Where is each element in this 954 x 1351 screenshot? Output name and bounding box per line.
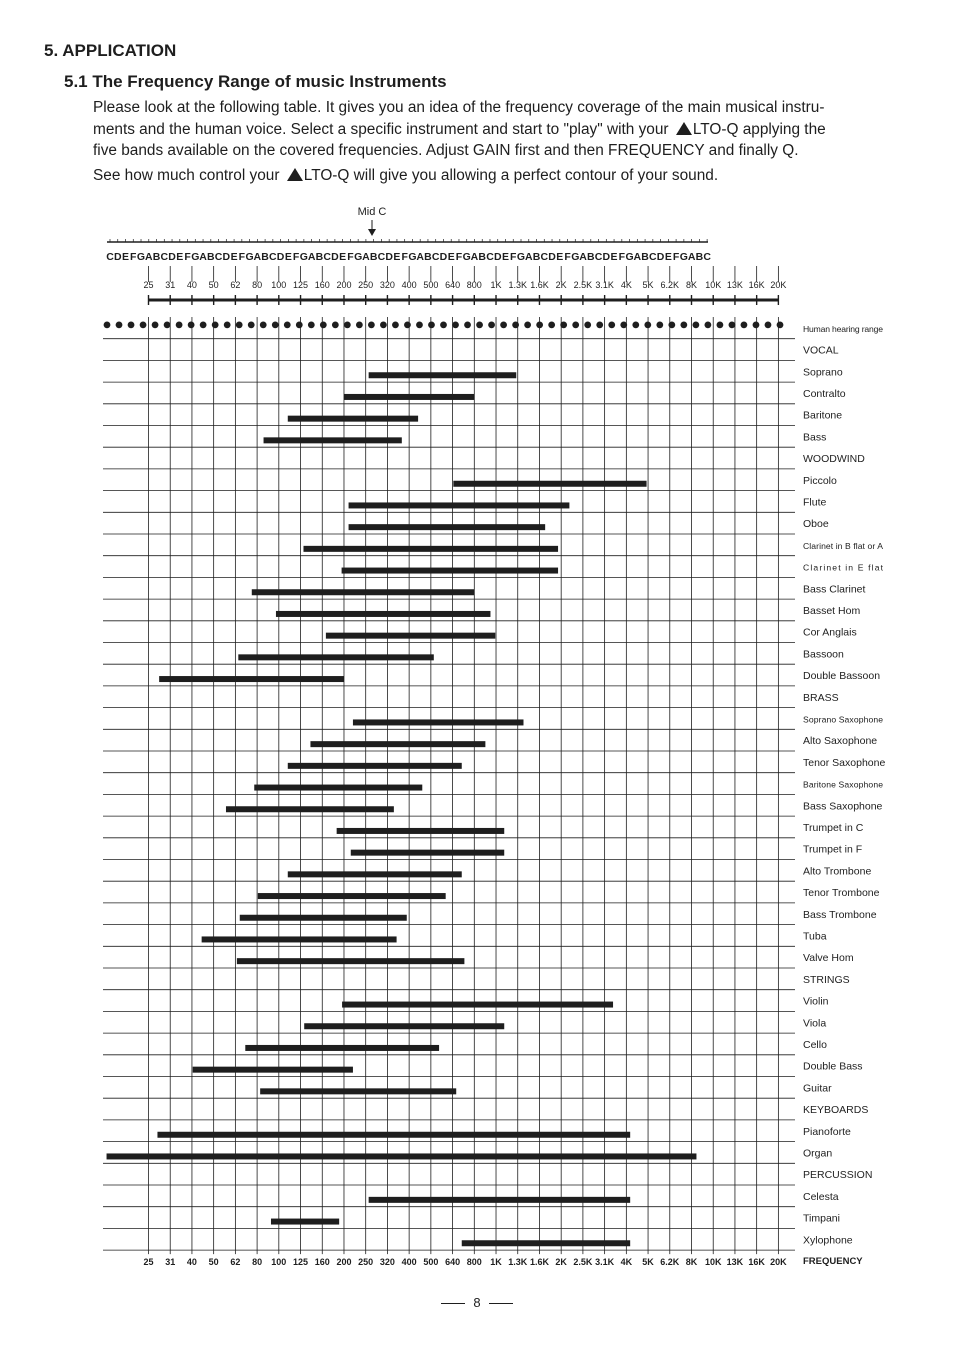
note-label: G — [625, 251, 634, 263]
hearing-range-dot — [140, 321, 147, 328]
hearing-range-dot — [236, 321, 243, 328]
note-label: B — [152, 251, 161, 263]
bottom-axis-tick-label: 2.5K — [573, 1257, 593, 1268]
intro-line-2: ments and the human voice. Select a specific instrument and start to "play" with your LTO-Q applying the — [93, 120, 826, 138]
range-bar — [271, 1219, 339, 1225]
top-axis-tick-label: 5K — [642, 280, 654, 290]
row-label: PERCUSSION — [803, 1169, 873, 1182]
row-label: Cor Anglais — [803, 626, 857, 639]
bottom-axis-tick-label: 50 — [208, 1257, 219, 1268]
bottom-axis-tick-label: 250 — [358, 1257, 374, 1268]
range-bar — [288, 871, 462, 877]
note-label: F — [130, 251, 137, 263]
note-label: B — [478, 251, 487, 263]
note-label: A — [416, 251, 424, 263]
hearing-range-dot — [584, 321, 591, 328]
hearing-range-dot — [188, 321, 195, 328]
top-axis-tick-label: 100 — [271, 280, 287, 290]
note-label: C — [160, 251, 169, 263]
row-label: Clarinet in B flat or A — [803, 540, 883, 551]
top-axis-tick-label: 640 — [445, 280, 461, 290]
range-bar — [238, 654, 433, 660]
triangle-logo-icon — [676, 122, 692, 135]
row-label: Celesta — [803, 1190, 839, 1203]
hearing-range-dot — [116, 321, 123, 328]
hearing-range-dot — [777, 321, 784, 328]
note-label: E — [610, 251, 618, 263]
note-label: G — [571, 251, 580, 263]
note-label: E — [339, 251, 347, 263]
hearing-range-dot — [632, 321, 639, 328]
bottom-axis-tick-label: 16K — [748, 1257, 765, 1268]
note-label: G — [516, 251, 526, 263]
bottom-axis-tick-label: 10K — [704, 1257, 722, 1268]
hearing-range-dot — [164, 321, 171, 328]
row-label: VOCAL — [803, 344, 839, 357]
bottom-axis-tick-label: 320 — [379, 1257, 395, 1268]
bottom-axis-tick-label: 13K — [726, 1257, 744, 1268]
bottom-axis-tick-label: 400 — [401, 1257, 417, 1268]
hearing-range-dot — [320, 321, 327, 328]
page-number-dash — [489, 1303, 513, 1304]
note-label: G — [245, 251, 254, 263]
frequency-axis-label: FREQUENCY — [803, 1256, 863, 1268]
note-label: D — [439, 251, 448, 263]
row-label: Xylophone — [803, 1234, 853, 1247]
range-bar — [453, 481, 646, 487]
row-label: Double Bassoon — [803, 670, 881, 683]
bottom-axis-tick-label: 31 — [165, 1257, 176, 1268]
range-bar — [342, 568, 558, 574]
range-bar — [276, 611, 490, 617]
bottom-axis-tick-label: 100 — [271, 1257, 287, 1268]
row-label: Pianoforte — [803, 1125, 851, 1138]
hearing-range-dot — [572, 321, 579, 328]
hearing-range-dot — [548, 321, 555, 328]
top-axis-tick-label: 10K — [705, 280, 722, 290]
top-axis-tick-label: 400 — [401, 280, 417, 290]
hearing-range-dot — [272, 321, 279, 328]
range-bar — [369, 372, 517, 378]
hearing-range-dot — [332, 321, 339, 328]
row-label: Basset Hom — [803, 604, 861, 617]
bottom-axis-tick-label: 6.2K — [660, 1257, 680, 1268]
hearing-range-dot — [212, 321, 219, 328]
note-label: F — [184, 251, 191, 263]
hearing-range-dot — [560, 321, 567, 328]
bottom-axis-tick-label: 5K — [642, 1257, 654, 1268]
row-label: Bass — [803, 431, 827, 444]
note-label: A — [307, 251, 316, 263]
note-label: G — [136, 251, 146, 263]
intro-line-3: five bands available on the covered frequencies. Adjust GAIN first and then FREQUENCY and finally Q. — [93, 142, 799, 160]
note-label: D — [168, 251, 176, 263]
note-label: E — [230, 251, 238, 263]
hearing-range-dot — [464, 321, 471, 328]
range-bar — [226, 806, 394, 812]
note-label: A — [579, 251, 587, 263]
bottom-axis-tick-label: 40 — [186, 1257, 197, 1268]
note-label: C — [540, 251, 549, 263]
note-label: C — [594, 251, 603, 263]
note-label: F — [347, 251, 354, 263]
subsection-title: 5.1 The Frequency Range of music Instruments — [64, 72, 447, 91]
note-label: F — [618, 251, 626, 263]
row-label: Clarinet in E flat — [803, 562, 883, 573]
top-axis-tick-label: 1.3K — [508, 280, 527, 290]
row-label: Timpani — [803, 1212, 840, 1225]
page-number-dash — [441, 1303, 465, 1304]
hearing-range-dot — [741, 321, 748, 328]
hearing-range-dot — [404, 321, 411, 328]
hearing-range-dot — [536, 321, 543, 328]
intro-paragraph — [93, 97, 893, 186]
range-bar — [310, 741, 485, 747]
range-bar — [342, 1002, 613, 1008]
hearing-range-dot — [176, 321, 183, 328]
note-label: C — [214, 251, 223, 263]
row-label: Trumpet in C — [803, 821, 864, 834]
row-label: STRINGS — [803, 973, 850, 986]
row-label: BRASS — [803, 691, 839, 704]
note-label: G — [679, 251, 688, 263]
note-label: B — [641, 251, 649, 263]
note-label: A — [470, 251, 479, 263]
hearing-range-dot — [260, 321, 267, 328]
top-axis-tick-label: 500 — [423, 280, 439, 290]
hearing-range-dot — [224, 321, 231, 328]
row-label: Tenor Saxophone — [803, 756, 886, 769]
top-axis-tick-label: 3.1K — [595, 280, 614, 290]
hearing-range-dot — [644, 321, 651, 328]
mid-c-label: Mid C — [357, 206, 387, 218]
hearing-range-dot — [308, 321, 315, 328]
top-axis-tick-label: 62 — [230, 280, 241, 290]
note-label: E — [176, 251, 184, 263]
note-label: A — [633, 251, 642, 263]
note-label: D — [656, 251, 665, 263]
note-label: G — [299, 251, 308, 263]
row-label: Guitar — [803, 1082, 832, 1095]
top-axis-tick-label: 80 — [252, 280, 263, 290]
hearing-range-dot — [368, 321, 375, 328]
row-label: Piccolo — [803, 474, 837, 487]
range-bar — [326, 633, 495, 639]
top-axis-tick-label: 320 — [379, 280, 395, 290]
page-number: 8 — [0, 1295, 954, 1310]
hearing-range-dot — [704, 321, 711, 328]
range-bar — [303, 546, 558, 552]
intro-line-1: Please look at the following table. It gives you an idea of the frequency coverage of the main musical instru- — [93, 99, 825, 116]
note-label: C — [649, 251, 657, 263]
section-title: 5. APPLICATION — [44, 41, 177, 60]
note-label: A — [362, 251, 370, 263]
row-label: Bass Saxophone — [803, 800, 883, 813]
note-label: B — [207, 251, 215, 263]
note-label: C — [269, 251, 277, 263]
bottom-axis-tick-label: 62 — [230, 1257, 241, 1268]
range-bar — [462, 1240, 630, 1246]
top-axis-tick-label: 1.6K — [530, 280, 549, 290]
hearing-range-dot — [344, 321, 351, 328]
range-bar — [157, 1132, 630, 1138]
hearing-range-dot — [692, 321, 699, 328]
note-label: E — [447, 251, 455, 263]
note-label: D — [385, 251, 393, 263]
note-label: A — [144, 251, 153, 263]
row-label: Tuba — [803, 930, 827, 943]
note-label: C — [486, 251, 494, 263]
hearing-range-dot — [608, 321, 615, 328]
row-label: Tenor Trombone — [803, 887, 880, 900]
range-bar — [369, 1197, 631, 1203]
note-label: C — [323, 251, 331, 263]
bottom-axis-tick-label: 8K — [685, 1257, 698, 1268]
note-label: G — [191, 251, 200, 263]
row-label: Organ — [803, 1147, 833, 1160]
hearing-range-dot — [284, 321, 291, 328]
bottom-axis-tick-label: 125 — [293, 1257, 309, 1268]
range-bar — [304, 1023, 504, 1029]
mid-c-arrow-icon — [368, 229, 376, 236]
row-label: Cello — [803, 1038, 827, 1051]
range-bar — [349, 524, 546, 530]
range-bar — [193, 1067, 353, 1073]
range-bar — [245, 1045, 439, 1051]
range-bar — [159, 676, 344, 682]
range-bar — [252, 589, 475, 595]
note-label: F — [238, 251, 246, 263]
row-label: Soprano — [803, 366, 843, 379]
note-label: B — [532, 251, 541, 263]
hearing-range-dot — [500, 321, 507, 328]
hearing-range-dot — [656, 321, 663, 328]
hearing-range-dot — [248, 321, 255, 328]
triangle-logo-icon — [287, 168, 303, 181]
top-axis-tick-label: 800 — [466, 280, 482, 290]
note-label: G — [462, 251, 471, 263]
note-label: A — [253, 251, 262, 263]
note-label: E — [122, 251, 130, 263]
note-label: G — [354, 251, 363, 263]
top-axis-tick-label: 4K — [620, 280, 632, 290]
row-label: Contralto — [803, 387, 846, 400]
top-axis-tick-label: 160 — [314, 280, 330, 290]
row-label: Valve Hom — [803, 952, 854, 965]
note-label: F — [510, 251, 517, 263]
note-label: B — [369, 251, 378, 263]
bottom-axis-tick-label: 800 — [466, 1257, 482, 1268]
bottom-axis-tick-label: 500 — [423, 1257, 439, 1268]
frequency-range-chart — [0, 195, 954, 1295]
note-label: E — [393, 251, 401, 263]
hearing-range-dot — [356, 321, 363, 328]
hearing-range-dot — [128, 321, 135, 328]
note-label: G — [408, 251, 417, 263]
note-label: A — [687, 251, 696, 263]
range-bar — [351, 850, 504, 856]
hearing-range-dot — [717, 321, 724, 328]
note-label: E — [556, 251, 564, 263]
range-bar — [254, 785, 422, 791]
range-bar — [288, 416, 418, 422]
note-label: C — [106, 251, 114, 263]
row-label: Bass Clarinet — [803, 583, 866, 596]
top-axis-tick-label: 25 — [143, 280, 154, 290]
row-label: Baritone — [803, 409, 843, 422]
hearing-range-dot — [620, 321, 627, 328]
bottom-axis-tick-label: 160 — [314, 1257, 330, 1268]
note-label: B — [695, 251, 704, 263]
note-label: F — [455, 251, 463, 263]
note-label: B — [261, 251, 269, 263]
note-label: B — [424, 251, 432, 263]
hearing-range-dot — [488, 321, 495, 328]
row-label: Viola — [803, 1017, 827, 1030]
bottom-axis-tick-label: 1.3K — [508, 1257, 528, 1268]
note-label: D — [276, 251, 285, 263]
bottom-axis-tick-label: 640 — [445, 1257, 461, 1268]
range-bar — [107, 1153, 697, 1159]
note-label: D — [331, 251, 339, 263]
hearing-range-dot — [668, 321, 675, 328]
bottom-axis-tick-label: 25 — [143, 1257, 154, 1268]
note-label: E — [664, 251, 672, 263]
note-label: F — [401, 251, 408, 263]
bottom-axis-tick-label: 1.6K — [529, 1257, 549, 1268]
top-axis-tick-label: 200 — [336, 280, 352, 290]
top-axis-tick-label: 125 — [293, 280, 309, 290]
row-label: Alto Saxophone — [803, 735, 878, 748]
range-bar — [344, 394, 474, 400]
note-label: F — [564, 251, 571, 263]
top-axis-tick-label: 2.5K — [573, 280, 593, 290]
row-label: Trumpet in F — [803, 843, 863, 856]
row-label: Baritone Saxophone — [803, 779, 883, 790]
note-label: F — [292, 251, 300, 263]
note-label: B — [315, 251, 324, 263]
top-axis-tick-label: 6.2K — [660, 280, 680, 290]
note-label: F — [672, 251, 680, 263]
bottom-axis-tick-label: 2K — [555, 1257, 567, 1268]
hearing-range-dot — [380, 321, 387, 328]
note-label: C — [377, 251, 386, 263]
top-axis-tick-label: 50 — [208, 280, 219, 290]
top-axis-tick-label: 16K — [748, 280, 765, 290]
bottom-axis-tick-label: 4K — [620, 1257, 633, 1268]
bottom-axis-tick-label: 20K — [770, 1257, 787, 1268]
hearing-range-dot — [440, 321, 447, 328]
row-label: Bass Trombone — [803, 908, 877, 921]
hearing-range-dot — [753, 321, 760, 328]
note-label: D — [602, 251, 611, 263]
row-label: Human hearing range — [803, 323, 883, 334]
top-axis-tick-label: 40 — [186, 280, 197, 290]
row-label: Oboe — [803, 518, 829, 531]
bottom-axis-tick-label: 3.1K — [595, 1257, 615, 1268]
hearing-range-dot — [392, 321, 399, 328]
note-label: D — [113, 251, 122, 263]
note-label: C — [431, 251, 440, 263]
range-bar — [288, 763, 462, 769]
note-label: E — [284, 251, 292, 263]
note-label: D — [548, 251, 556, 263]
range-bar — [264, 437, 402, 443]
top-axis-tick-label: 1K — [490, 280, 502, 290]
range-bar — [337, 828, 505, 834]
hearing-range-dot — [512, 321, 519, 328]
row-label: Double Bass — [803, 1060, 863, 1073]
hearing-range-dot — [428, 321, 435, 328]
range-bar — [237, 958, 465, 964]
note-label: C — [703, 251, 711, 263]
hearing-range-dot — [524, 321, 531, 328]
bottom-axis-tick-label: 200 — [336, 1257, 352, 1268]
note-label: A — [524, 251, 533, 263]
range-bar — [353, 719, 524, 725]
range-bar — [260, 1088, 456, 1094]
hearing-range-dot — [416, 321, 423, 328]
hearing-range-dot — [152, 321, 159, 328]
top-axis-tick-label: 13K — [726, 280, 743, 290]
hearing-range-dot — [765, 321, 772, 328]
row-label: Alto Trombone — [803, 865, 872, 878]
note-label: A — [199, 251, 207, 263]
top-axis-tick-label: 250 — [358, 280, 374, 290]
range-bar — [349, 502, 570, 508]
top-axis-tick-label: 8K — [685, 280, 698, 290]
row-label: Violin — [803, 995, 829, 1008]
row-label: WOODWIND — [803, 453, 865, 466]
bottom-axis-tick-label: 1K — [490, 1257, 502, 1268]
range-bar — [258, 893, 446, 899]
note-label: D — [493, 251, 502, 263]
bottom-axis-tick-label: 80 — [252, 1257, 263, 1268]
hearing-range-dot — [596, 321, 603, 328]
range-bar — [202, 936, 397, 942]
note-label: E — [501, 251, 510, 263]
hearing-range-dot — [200, 321, 207, 328]
hearing-range-dot — [452, 321, 459, 328]
row-label: Flute — [803, 496, 827, 509]
row-label: KEYBOARDS — [803, 1104, 869, 1117]
hearing-range-dot — [476, 321, 483, 328]
top-axis-tick-label: 20K — [770, 280, 787, 290]
note-label: D — [222, 251, 231, 263]
hearing-range-dot — [104, 321, 111, 328]
range-bar — [240, 915, 407, 921]
note-label: B — [587, 251, 595, 263]
intro-line-4: See how much control your LTO-Q will give you allowing a perfect contour of your sound. — [93, 166, 719, 184]
top-axis-tick-label: 2K — [555, 280, 567, 290]
hearing-range-dot — [296, 321, 303, 328]
top-axis-tick-label: 31 — [165, 280, 176, 290]
row-label: Bassoon — [803, 648, 844, 661]
hearing-range-dot — [680, 321, 687, 328]
hearing-range-dot — [729, 321, 736, 328]
row-label: Soprano Saxophone — [803, 714, 883, 725]
